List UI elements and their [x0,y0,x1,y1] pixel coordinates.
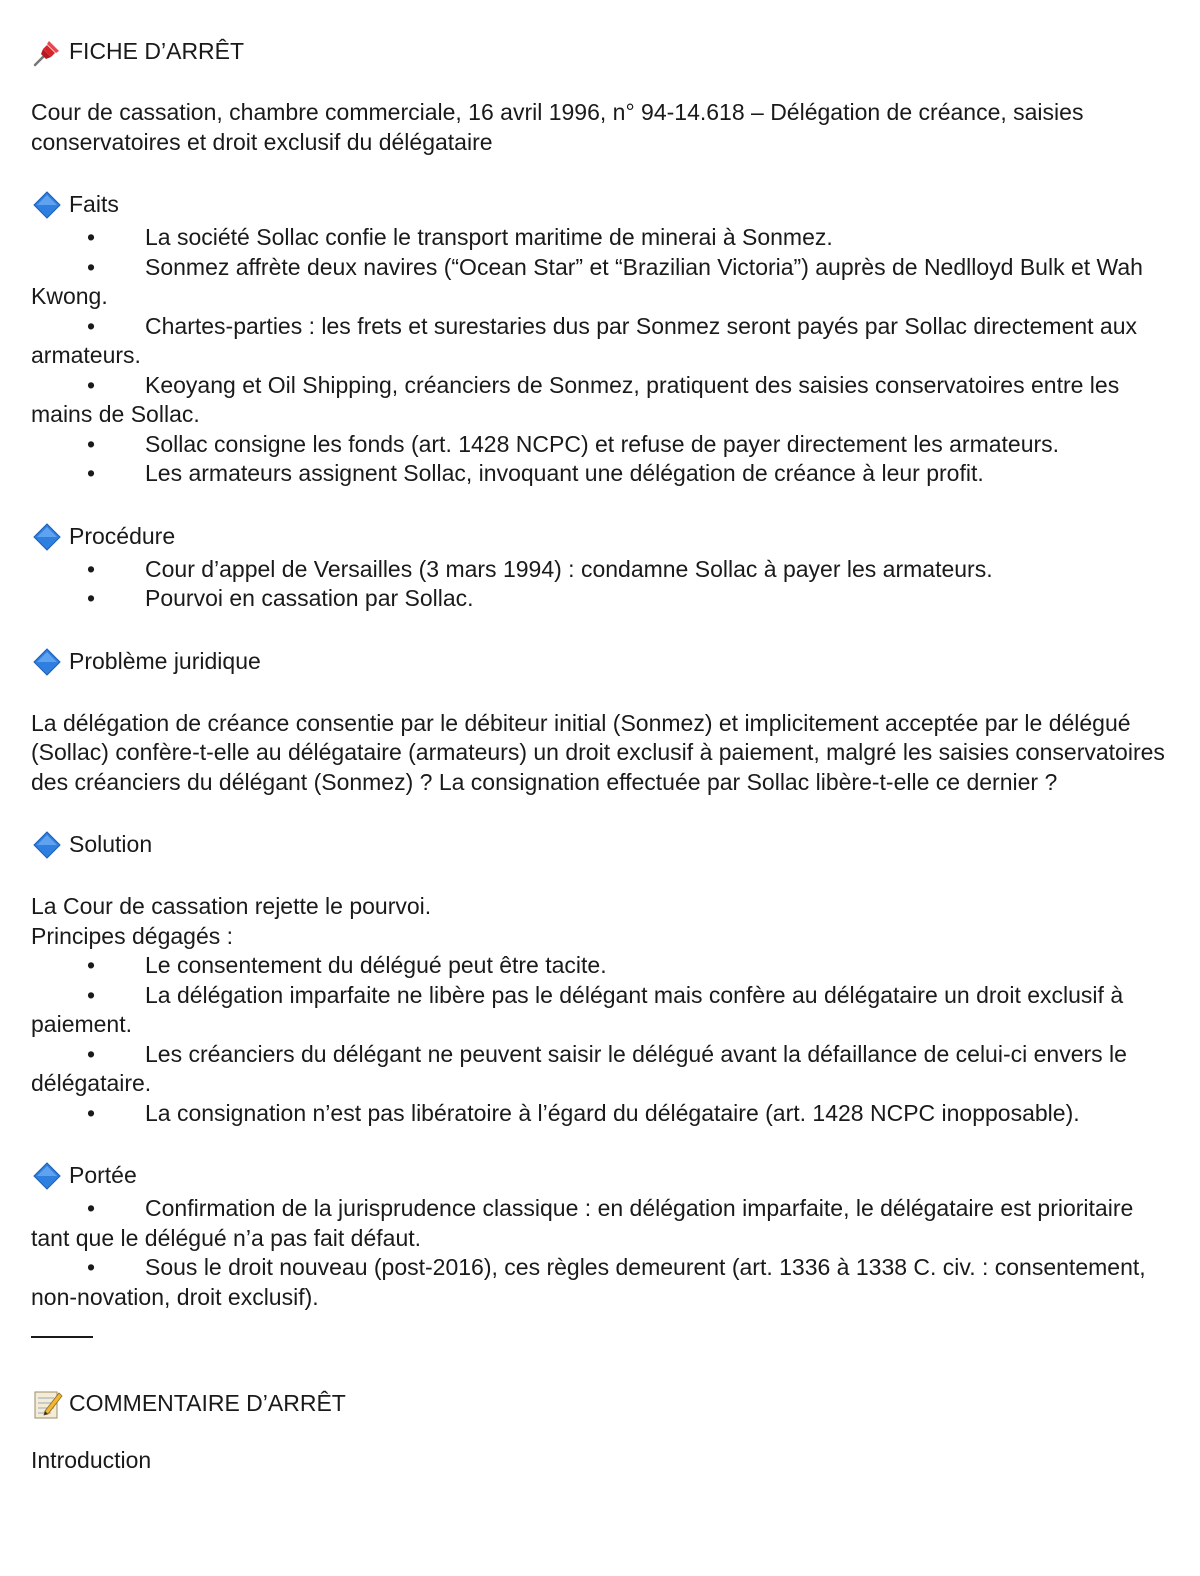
list-item: • Sous le droit nouveau (post-2016), ces règles demeurent (art. 1336 à 1338 C. civ. : consentement, non-novation, droit exclusif). [31,1254,1146,1310]
document-page [31,34,1171,1476]
commentaire-title: COMMENTAIRE D’ARRÊT [69,1390,346,1417]
fiche-title: FICHE D’ARRÊT [69,38,245,65]
bullet-marker: • [87,1099,96,1126]
bullet-marker: • [87,371,96,398]
list-item: • Le consentement du délégué peut être tacite. [31,951,1171,981]
blue-diamond-icon [31,1160,63,1192]
commentaire-title-line [31,1386,1171,1422]
list-item: • La consignation n’est pas libératoire à l’égard du délégataire (art. 1428 NCPC inopposable). [31,1099,1171,1129]
section-heading-probleme [31,644,1171,680]
bullet-marker: • [87,981,96,1008]
memo-icon [31,1387,65,1421]
section-heading-portee [31,1158,1171,1194]
list-item: • La délégation imparfaite ne libère pas le délégant mais confère au délégataire un droit exclusif à paiement. [31,981,1124,1037]
list-item: • Pourvoi en cassation par Sollac. [31,584,1171,614]
list-item: • La société Sollac confie le transport maritime de minerai à Sonmez. [31,223,1171,253]
section-heading-faits [31,187,1171,223]
blue-diamond-icon [31,189,63,221]
solution-line-2: Principes dégagés : [31,922,234,949]
pushpin-icon [31,35,65,69]
list-item: • Sonmez affrète deux navires (“Ocean Star” et “Brazilian Victoria”) auprès de Nedlloyd Bulk et Wah Kwong. [31,253,1143,309]
section-title: Faits [69,191,119,218]
fiche-intro: Cour de cassation, chambre commerciale, 16 avril 1996, n° 94-14.618 – Délégation de créance, saisies conservatoires et droit exclusif du délégataire [31,99,1084,155]
bullet-marker: • [87,1195,96,1221]
blue-diamond-icon [31,646,63,678]
bullet-marker: • [87,1040,96,1067]
bullet-marker: • [87,460,96,486]
list-item: • Cour d’appel de Versailles (3 mars 1994) : condamne Sollac à payer les armateurs. [31,555,1171,585]
section-heading-solution [31,827,1171,863]
bullet-marker: • [87,952,96,978]
bullet-marker: • [87,1254,96,1280]
section-heading-procedure [31,519,1171,555]
list-item: • Les armateurs assignent Sollac, invoquant une délégation de créance à leur profit. [31,459,1171,489]
bullet-marker: • [87,312,96,339]
list-item: • Chartes-parties : les frets et surestaries dus par Sonmez seront payés par Sollac directement aux armateurs. [31,312,1138,368]
fiche-title-line [31,34,1171,70]
solution-line-1: La Cour de cassation rejette le pourvoi. [31,893,432,919]
section-title: Solution [69,831,153,858]
section-title: Procédure [69,522,176,549]
bullet-marker: • [87,555,96,582]
blue-diamond-icon [31,521,63,553]
list-item: • Keoyang et Oil Shipping, créanciers de Sonmez, pratiquent des saisies conservatoires entre les mains de Sollac. [31,371,1120,427]
probleme-text: La délégation de créance consentie par le débiteur initial (Sonmez) et implicitement acceptée par le délégué (Sollac) confère-t-elle au délégataire (armateurs) un droit exclusif à paiement, malgré les saisies conservatoires des créanciers du délégant (Sonmez) ? La consignation effectuée par Sollac libère-t-elle ce dernier ? [31,709,1165,795]
section-title: Problème juridique [69,647,261,674]
list-item: • Confirmation de la jurisprudence classique : en délégation imparfaite, le délégataire est prioritaire tant que le délégué n’a pas fait défaut. [31,1195,1134,1251]
blue-diamond-icon [31,829,63,861]
bullet-marker: • [87,253,96,280]
bullet-marker: • [87,430,96,457]
list-item: • Sollac consigne les fonds (art. 1428 NCPC) et refuse de payer directement les armateurs. [31,430,1171,460]
list-item: • Les créanciers du délégant ne peuvent saisir le délégué avant la défaillance de celui-ci envers le délégataire. [31,1040,1127,1096]
bullet-marker: • [87,585,96,611]
section-title: Portée [69,1162,137,1189]
bullet-marker: • [87,224,96,250]
commentaire-subheading: Introduction [31,1447,152,1473]
